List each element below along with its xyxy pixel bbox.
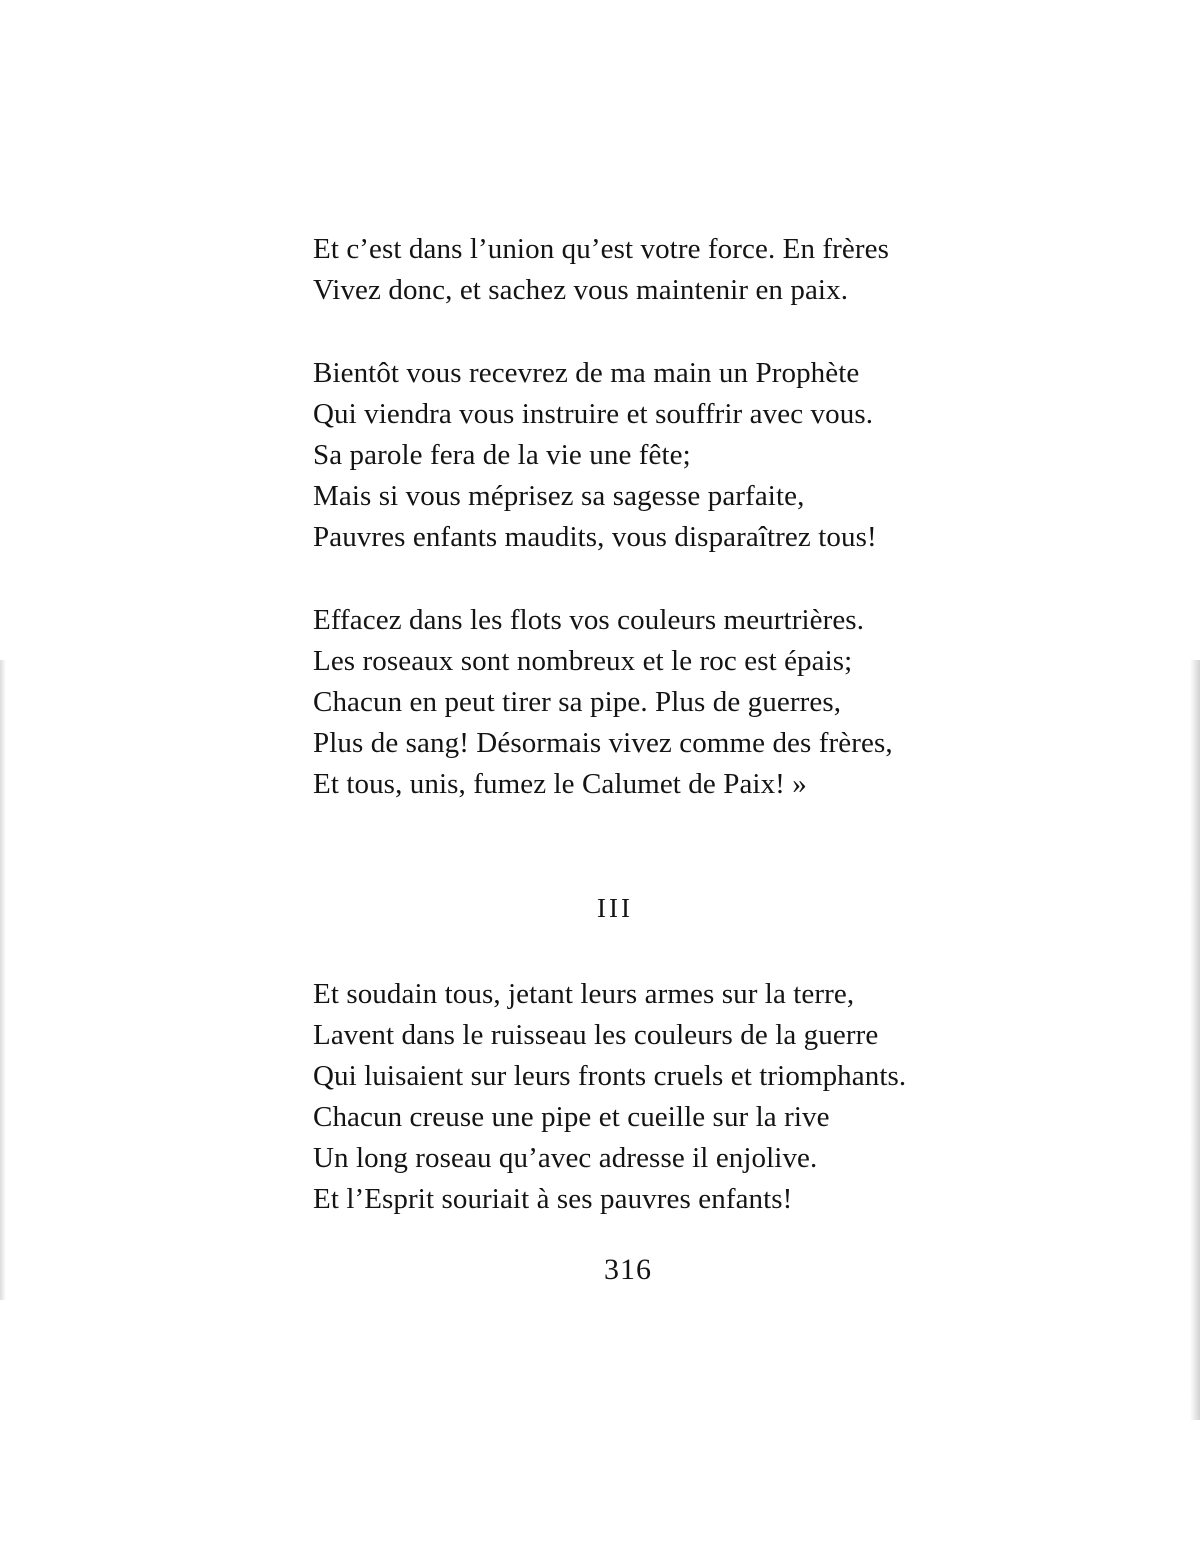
stanza-1 xyxy=(313,229,889,311)
scan-edge-shadow-left xyxy=(0,660,6,1300)
verse-line: Et tous, unis, fumez le Calumet de Paix! » xyxy=(313,768,807,800)
verse-line: Lavent dans le ruisseau les couleurs de la guerre xyxy=(313,1019,879,1051)
verse-line: Un long roseau qu’avec adresse il enjolive. xyxy=(313,1142,818,1174)
verse-line: Qui viendra vous instruire et souffrir avec vous. xyxy=(313,398,874,430)
section-heading: III xyxy=(597,893,633,923)
verse-line: Plus de sang! Désormais vivez comme des frères, xyxy=(313,727,893,759)
verse-line: Chacun creuse une pipe et cueille sur la rive xyxy=(313,1101,830,1133)
stanza-4 xyxy=(313,974,906,1220)
verse-line: Les roseaux sont nombreux et le roc est épais; xyxy=(313,645,853,677)
stanza-3 xyxy=(313,600,893,805)
verse-line: Chacun en peut tirer sa pipe. Plus de guerres, xyxy=(313,686,842,718)
page-number: 316 xyxy=(604,1253,652,1286)
verse-line: Et c’est dans l’union qu’est votre force. En frères xyxy=(313,233,890,265)
verse-line: Et l’Esprit souriait à ses pauvres enfants! xyxy=(313,1183,793,1215)
verse-line: Effacez dans les flots vos couleurs meurtrières. xyxy=(313,604,865,636)
verse-line: Qui luisaient sur leurs fronts cruels et triomphants. xyxy=(313,1060,907,1092)
verse-line: Mais si vous méprisez sa sagesse parfaite, xyxy=(313,480,805,512)
verse-line: Pauvres enfants maudits, vous disparaîtrez tous! xyxy=(313,521,877,553)
stanza-2 xyxy=(313,353,877,558)
verse-line: Et soudain tous, jetant leurs armes sur la terre, xyxy=(313,978,855,1010)
verse-line: Sa parole fera de la vie une fête; xyxy=(313,439,691,471)
verse-line: Bientôt vous recevrez de ma main un Prophète xyxy=(313,357,860,389)
scan-edge-shadow-right xyxy=(1190,660,1200,1420)
verse-line: Vivez donc, et sachez vous maintenir en paix. xyxy=(313,274,849,306)
